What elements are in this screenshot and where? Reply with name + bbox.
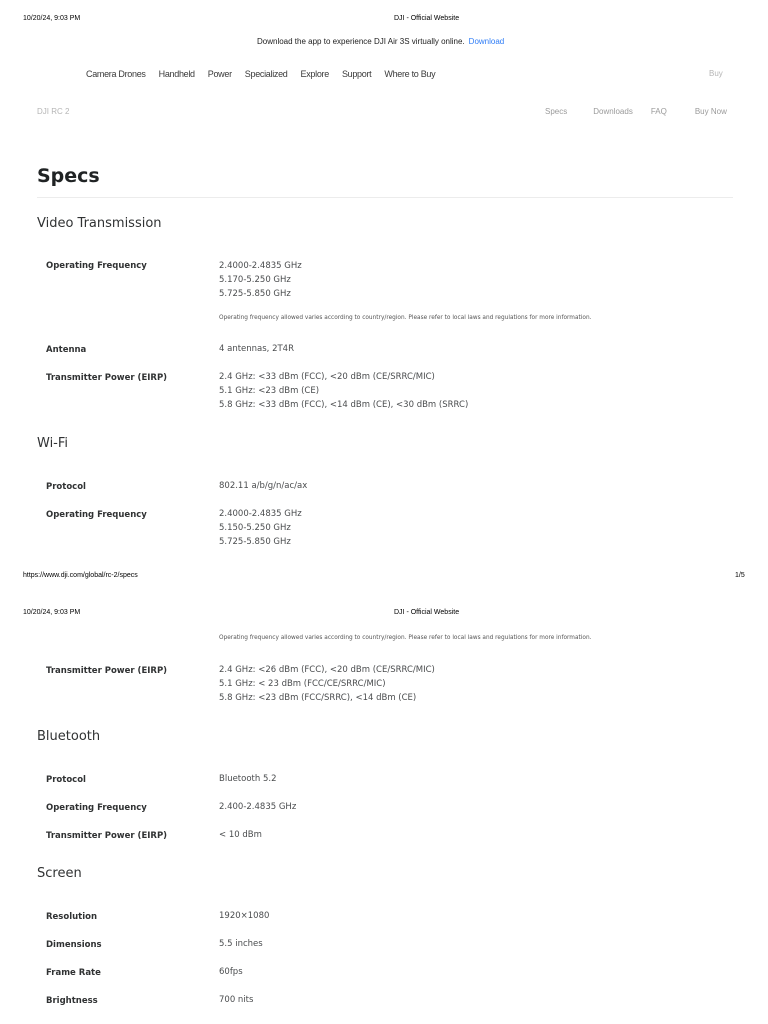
title-divider: [37, 197, 733, 198]
screen-dimensions-label: Dimensions: [46, 940, 102, 950]
screen-brightness-value: 700 nits: [219, 995, 254, 1005]
video-power-value: 5.1 GHz: <23 dBm (CE): [219, 386, 320, 396]
video-freq-label: Operating Frequency: [46, 261, 147, 271]
video-freq-values: [219, 259, 302, 301]
video-freq-value: 5.170-5.250 GHz: [219, 275, 291, 285]
section-screen: Screen: [37, 866, 82, 881]
wifi-power-value: 5.1 GHz: < 23 dBm (FCC/CE/SRRC/MIC): [219, 679, 386, 689]
bt-freq-value: 2.400-2.4835 GHz: [219, 802, 297, 812]
promo-text: Download the app to experience DJI Air 3S virtually online.: [257, 37, 465, 46]
screen-resolution-value: 1920×1080: [219, 911, 270, 921]
main-nav: [86, 69, 435, 79]
subnav-buy-now[interactable]: Buy Now: [694, 107, 727, 116]
wifi-freq-value: 2.4000-2.4835 GHz: [219, 509, 302, 519]
nav-power[interactable]: Power: [207, 69, 232, 79]
wifi-freq-values: [219, 507, 302, 549]
nav-explore[interactable]: Explore: [300, 69, 329, 79]
wifi-freq-value: 5.725-5.850 GHz: [219, 537, 291, 547]
nav-handheld[interactable]: Handheld: [158, 69, 195, 79]
wifi-power-label: Transmitter Power (EIRP): [46, 666, 168, 676]
promo-banner: [257, 37, 504, 46]
video-power-value: 5.8 GHz: <33 dBm (FCC), <14 dBm (CE), <30 dBm (SRRC): [219, 400, 469, 410]
wifi-power-value: 2.4 GHz: <26 dBm (FCC), <20 dBm (CE/SRRC/MIC): [219, 665, 435, 675]
nav-specialized[interactable]: Specialized: [244, 69, 288, 79]
nav-buy-button[interactable]: Buy: [709, 69, 723, 78]
promo-download-link[interactable]: Download: [468, 37, 505, 46]
screen-framerate-label: Frame Rate: [46, 968, 101, 978]
wifi-protocol-value: 802.11 a/b/g/n/ac/ax: [219, 481, 308, 491]
subnav-specs[interactable]: Specs: [545, 107, 568, 116]
wifi-freq-label: Operating Frequency: [46, 510, 147, 520]
wifi-power-value: 5.8 GHz: <23 dBm (FCC/SRRC), <14 dBm (CE): [219, 693, 417, 703]
screen-resolution-label: Resolution: [46, 912, 98, 922]
section-wifi: Wi-Fi: [37, 436, 69, 451]
screen-dimensions-value: 5.5 inches: [219, 939, 263, 949]
section-video-transmission: Video Transmission: [37, 216, 162, 231]
bt-power-label: Transmitter Power (EIRP): [46, 831, 168, 841]
nav-support[interactable]: Support: [341, 69, 372, 79]
video-freq-value: 5.725-5.850 GHz: [219, 289, 291, 299]
wifi-freq-value: 5.150-5.250 GHz: [219, 523, 291, 533]
wifi-freq-note: Operating frequency allowed varies according to country/region. Please refer to local laws and regulations for more information.: [219, 635, 592, 641]
subnav-downloads[interactable]: Downloads: [593, 107, 633, 116]
video-freq-value: 2.4000-2.4835 GHz: [219, 261, 302, 271]
video-antenna-label: Antenna: [46, 345, 87, 355]
print-page-title-page2: DJI - Official Website: [394, 609, 460, 616]
screen-brightness-label: Brightness: [46, 996, 98, 1006]
print-page-title: DJI - Official Website: [394, 15, 460, 22]
page-title: Specs: [37, 165, 100, 187]
wifi-protocol-label: Protocol: [46, 482, 86, 492]
video-power-values: [219, 370, 468, 412]
bt-protocol-value: Bluetooth 5.2: [219, 774, 277, 784]
nav-where-to-buy[interactable]: Where to Buy: [384, 69, 436, 79]
video-antenna-value: 4 antennas, 2T4R: [219, 344, 294, 354]
wifi-power-values: [219, 663, 435, 705]
print-datetime: 10/20/24, 9:03 PM: [23, 15, 81, 22]
print-datetime-page2: 10/20/24, 9:03 PM: [23, 609, 81, 616]
subnav-links: [545, 107, 727, 116]
bt-power-value: < 10 dBm: [219, 830, 262, 840]
video-power-label: Transmitter Power (EIRP): [46, 373, 168, 383]
bt-protocol-label: Protocol: [46, 775, 86, 785]
section-bluetooth: Bluetooth: [37, 729, 101, 744]
video-freq-note: Operating frequency allowed varies according to country/region. Please refer to local laws and regulations for more information.: [219, 315, 592, 321]
bt-freq-label: Operating Frequency: [46, 803, 147, 813]
print-url: https://www.dji.com/global/rc-2/specs: [23, 572, 138, 579]
subnav-product-name[interactable]: DJI RC 2: [37, 107, 70, 116]
video-power-value: 2.4 GHz: <33 dBm (FCC), <20 dBm (CE/SRRC/MIC): [219, 372, 435, 382]
print-page-number: 1/5: [735, 572, 745, 579]
screen-framerate-value: 60fps: [219, 967, 243, 977]
nav-camera-drones[interactable]: Camera Drones: [86, 69, 146, 79]
subnav-faq[interactable]: FAQ: [650, 107, 667, 116]
